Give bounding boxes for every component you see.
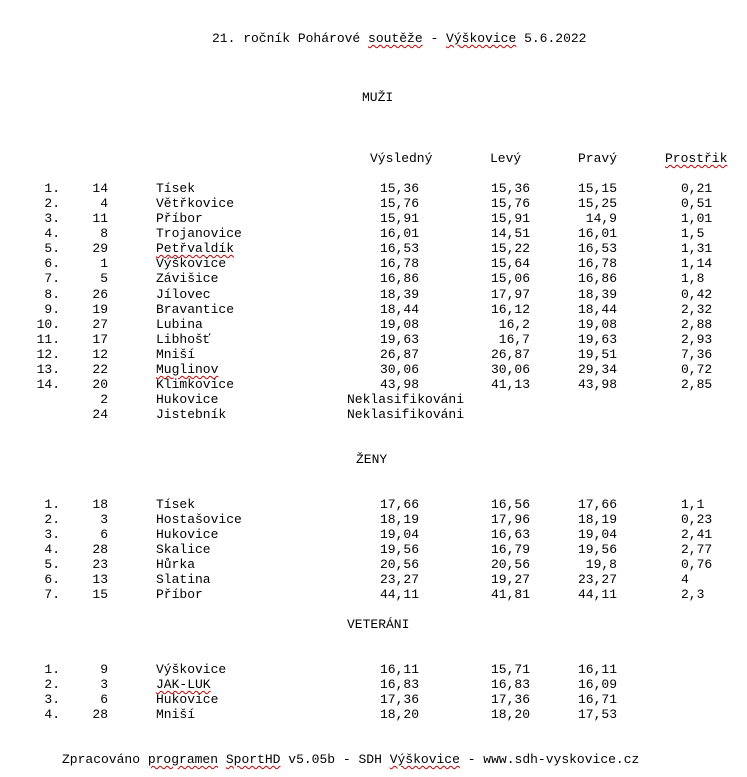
vysledny-cell: 17,66	[379, 497, 419, 512]
levy-cell: 15,91	[490, 211, 530, 226]
rank-cell: 3.	[44, 211, 60, 226]
levy-cell: 15,76	[490, 196, 530, 211]
vysledny-cell: 20,56	[379, 557, 419, 572]
pravy-cell: 16,78	[577, 256, 617, 271]
rank-cell: 9.	[44, 302, 60, 317]
team-cell: Jílovec	[156, 287, 211, 302]
levy-cell: 15,06	[490, 271, 530, 286]
rank-cell: 3.	[44, 527, 60, 542]
title-part: 5.6.2022	[516, 31, 587, 46]
prostrik-cell: 2,41	[681, 527, 713, 542]
footer-part: SportHD	[225, 752, 281, 767]
team-cell: Příbor	[156, 587, 203, 602]
prostrik-cell: 0,42	[681, 287, 713, 302]
rank-cell: 5.	[44, 241, 60, 256]
team-cell: Hostašovice	[156, 512, 242, 527]
pravy-cell: 16,11	[577, 662, 617, 677]
team-cell: Bravantice	[156, 302, 235, 317]
pravy-cell: 43,98	[577, 377, 617, 392]
pravy-cell: 16,86	[577, 271, 617, 286]
pravy-cell: 29,34	[577, 362, 617, 377]
title-part: 21. ročník Pohárové	[212, 31, 369, 46]
rank-cell: 10.	[36, 317, 60, 332]
vysledny-cell: 18,39	[379, 287, 419, 302]
prostrik-cell: 2,88	[681, 317, 713, 332]
pravy-cell: 19,08	[577, 317, 617, 332]
vysledny-cell: 16,83	[379, 677, 419, 692]
levy-cell: 20,56	[490, 557, 530, 572]
team-cell: Příbor	[156, 211, 203, 226]
start-number-cell: 28	[92, 707, 108, 722]
levy-cell: 16,7	[498, 332, 530, 347]
rank-cell: 4.	[44, 707, 60, 722]
vysledny-cell: 43,98	[379, 377, 419, 392]
levy-cell: 16,56	[490, 497, 530, 512]
section-title-muzi: MUŽI	[362, 90, 394, 105]
pravy-cell: 15,25	[577, 196, 617, 211]
team-cell: Větřkovice	[156, 196, 235, 211]
header-vysledny: Výsledný	[370, 151, 433, 166]
start-number-cell: 14	[92, 181, 108, 196]
start-number-cell: 22	[92, 362, 108, 377]
rank-cell: 13.	[36, 362, 60, 377]
team-cell: Hůrka	[156, 557, 196, 572]
title-part: soutěže	[368, 31, 423, 46]
status-cell: Neklasifikováni	[347, 392, 465, 407]
levy-cell: 15,71	[490, 662, 530, 677]
rank-cell: 7.	[44, 587, 60, 602]
footer-part: Zpracováno	[62, 752, 148, 767]
rank-cell: 5.	[44, 557, 60, 572]
vysledny-cell: 30,06	[379, 362, 419, 377]
prostrik-cell: 1,14	[681, 256, 713, 271]
pravy-cell: 16,01	[577, 226, 617, 241]
start-number-cell: 29	[92, 241, 108, 256]
prostrik-cell: 0,76	[681, 557, 713, 572]
team-cell: Slatina	[156, 572, 211, 587]
rank-cell: 2.	[44, 196, 60, 211]
pravy-cell: 16,71	[577, 692, 617, 707]
prostrik-cell: 0,51	[681, 196, 713, 211]
vysledny-cell: 19,08	[379, 317, 419, 332]
levy-cell: 16,12	[490, 302, 530, 317]
start-number-cell: 19	[92, 302, 108, 317]
vysledny-cell: 18,19	[379, 512, 419, 527]
vysledny-cell: 26,87	[379, 347, 419, 362]
vysledny-cell: 16,11	[379, 662, 419, 677]
vysledny-cell: 19,56	[379, 542, 419, 557]
prostrik-cell: 1,5	[681, 226, 705, 241]
start-number-cell: 18	[92, 497, 108, 512]
start-number-cell: 6	[100, 692, 108, 707]
start-number-cell: 26	[92, 287, 108, 302]
pravy-cell: 18,44	[577, 302, 617, 317]
footer-part: programen	[147, 752, 219, 767]
footer-part: - www.sdh-vyskovice.cz	[459, 752, 640, 767]
vysledny-cell: 17,36	[379, 692, 419, 707]
start-number-cell: 3	[100, 512, 108, 527]
levy-cell: 26,87	[490, 347, 530, 362]
page-title	[212, 31, 586, 46]
vysledny-cell: 15,76	[379, 196, 419, 211]
levy-cell: 16,63	[490, 527, 530, 542]
levy-cell: 17,36	[490, 692, 530, 707]
vysledny-cell: 19,04	[379, 527, 419, 542]
levy-cell: 16,2	[498, 317, 530, 332]
team-cell: Hukovice	[156, 527, 219, 542]
team-cell: Jistebník	[156, 407, 227, 422]
rank-cell: 1.	[44, 181, 60, 196]
footer-text	[62, 752, 639, 767]
footer-part: Výškovice	[389, 752, 460, 767]
pravy-cell: 23,27	[577, 572, 617, 587]
pravy-cell: 19,04	[577, 527, 617, 542]
team-cell: Výškovice	[156, 662, 227, 677]
prostrik-cell: 0,72	[681, 362, 713, 377]
header-pravy: Pravý	[578, 151, 618, 166]
pravy-cell: 16,53	[577, 241, 617, 256]
prostrik-cell: 0,21	[681, 181, 713, 196]
rank-cell: 3.	[44, 692, 60, 707]
title-part: -	[422, 31, 447, 46]
section-title-zeny: ŽENY	[356, 452, 388, 467]
prostrik-cell: 2,3	[681, 587, 705, 602]
prostrik-cell: 2,93	[681, 332, 713, 347]
start-number-cell: 24	[92, 407, 108, 422]
vysledny-cell: 18,44	[379, 302, 419, 317]
team-cell: Tísek	[156, 181, 196, 196]
rank-cell: 7.	[44, 271, 60, 286]
rank-cell: 1.	[44, 497, 60, 512]
start-number-cell: 13	[92, 572, 108, 587]
start-number-cell: 12	[92, 347, 108, 362]
team-cell: Klimkovice	[156, 377, 235, 392]
pravy-cell: 16,09	[577, 677, 617, 692]
rank-cell: 6.	[44, 572, 60, 587]
start-number-cell: 4	[100, 196, 108, 211]
pravy-cell: 18,39	[577, 287, 617, 302]
team-cell: Tísek	[156, 497, 196, 512]
rank-cell: 11.	[36, 332, 60, 347]
levy-cell: 18,20	[490, 707, 530, 722]
pravy-cell: 19,56	[577, 542, 617, 557]
vysledny-cell: 44,11	[379, 587, 419, 602]
prostrik-cell: 1,31	[681, 241, 713, 256]
start-number-cell: 11	[92, 211, 108, 226]
prostrik-cell: 1,1	[681, 497, 705, 512]
levy-cell: 16,79	[490, 542, 530, 557]
rank-cell: 14.	[36, 377, 60, 392]
header-prostrik: Prostřik	[665, 151, 728, 166]
team-cell: Trojanovice	[156, 226, 242, 241]
vysledny-cell: 16,78	[379, 256, 419, 271]
status-cell: Neklasifikováni	[347, 407, 465, 422]
levy-cell: 41,81	[490, 587, 530, 602]
rank-cell: 2.	[44, 677, 60, 692]
levy-cell: 16,83	[490, 677, 530, 692]
vysledny-cell: 18,20	[379, 707, 419, 722]
rank-cell: 12.	[36, 347, 60, 362]
prostrik-cell: 2,85	[681, 377, 713, 392]
rank-cell: 4.	[44, 226, 60, 241]
team-cell: Petřvaldík	[156, 241, 235, 256]
team-cell: Mniší	[156, 707, 196, 722]
vysledny-cell: 16,86	[379, 271, 419, 286]
vysledny-cell: 19,63	[379, 332, 419, 347]
pravy-cell: 15,15	[577, 181, 617, 196]
pravy-cell: 14,9	[585, 211, 617, 226]
team-cell: JAK-LUK	[156, 677, 211, 692]
levy-cell: 15,36	[490, 181, 530, 196]
rank-cell: 6.	[44, 256, 60, 271]
start-number-cell: 8	[100, 226, 108, 241]
levy-cell: 30,06	[490, 362, 530, 377]
vysledny-cell: 23,27	[379, 572, 419, 587]
footer-part	[218, 752, 226, 767]
levy-cell: 41,13	[490, 377, 530, 392]
prostrik-cell: 7,36	[681, 347, 713, 362]
header-levy: Levý	[490, 151, 522, 166]
start-number-cell: 9	[100, 662, 108, 677]
pravy-cell: 17,53	[577, 707, 617, 722]
team-cell: Výškovice	[156, 256, 227, 271]
section-title-veterani: VETERÁNI	[347, 617, 410, 632]
team-cell: Skalice	[156, 542, 211, 557]
start-number-cell: 20	[92, 377, 108, 392]
team-cell: Hukovice	[156, 692, 219, 707]
levy-cell: 15,64	[490, 256, 530, 271]
team-cell: Závišice	[156, 271, 219, 286]
team-cell: Libhošť	[156, 332, 211, 347]
team-cell: Mniší	[156, 347, 196, 362]
pravy-cell: 19,63	[577, 332, 617, 347]
vysledny-cell: 16,53	[379, 241, 419, 256]
start-number-cell: 23	[92, 557, 108, 572]
levy-cell: 19,27	[490, 572, 530, 587]
start-number-cell: 28	[92, 542, 108, 557]
rank-cell: 1.	[44, 662, 60, 677]
title-part: Výškovice	[446, 31, 517, 46]
rank-cell: 4.	[44, 542, 60, 557]
prostrik-cell: 2,77	[681, 542, 713, 557]
start-number-cell: 17	[92, 332, 108, 347]
pravy-cell: 44,11	[577, 587, 617, 602]
prostrik-cell: 1,8	[681, 271, 705, 286]
prostrik-cell: 1,01	[681, 211, 713, 226]
start-number-cell: 5	[100, 271, 108, 286]
prostrik-cell: 0,23	[681, 512, 713, 527]
vysledny-cell: 15,91	[379, 211, 419, 226]
levy-cell: 17,97	[490, 287, 530, 302]
start-number-cell: 27	[92, 317, 108, 332]
team-cell: Lubina	[156, 317, 203, 332]
start-number-cell: 6	[100, 527, 108, 542]
team-cell: Hukovice	[156, 392, 219, 407]
levy-cell: 14,51	[490, 226, 530, 241]
pravy-cell: 19,51	[577, 347, 617, 362]
footer-part: v5.05b - SDH	[280, 752, 390, 767]
rank-cell: 8.	[44, 287, 60, 302]
vysledny-cell: 16,01	[379, 226, 419, 241]
pravy-cell: 19,8	[585, 557, 617, 572]
prostrik-cell: 4	[681, 572, 689, 587]
prostrik-cell: 2,32	[681, 302, 713, 317]
start-number-cell: 15	[92, 587, 108, 602]
vysledny-cell: 15,36	[379, 181, 419, 196]
levy-cell: 15,22	[490, 241, 530, 256]
team-cell: Muglinov	[156, 362, 219, 377]
rank-cell: 2.	[44, 512, 60, 527]
start-number-cell: 3	[100, 677, 108, 692]
start-number-cell: 1	[100, 256, 108, 271]
levy-cell: 17,96	[490, 512, 530, 527]
start-number-cell: 2	[100, 392, 108, 407]
pravy-cell: 18,19	[577, 512, 617, 527]
pravy-cell: 17,66	[577, 497, 617, 512]
